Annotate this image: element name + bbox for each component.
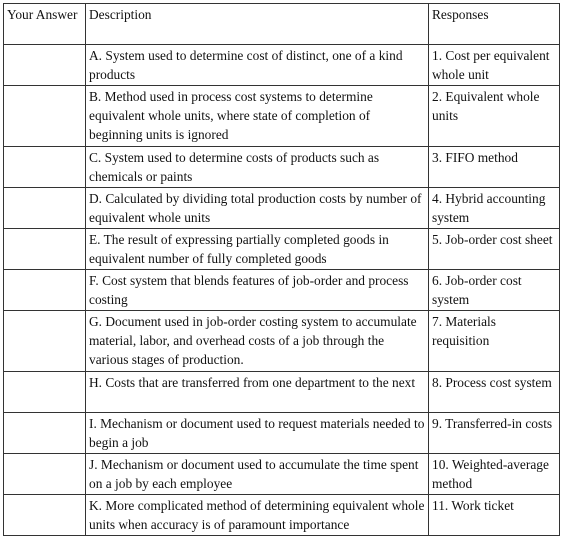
description-cell: J. Mechanism or document used to accumulate the time spent on a job by each employee: [86, 454, 429, 495]
answer-cell[interactable]: [4, 147, 86, 188]
answer-cell[interactable]: [4, 311, 86, 372]
table-row: [4, 495, 560, 536]
description-cell: B. Method used in process cost systems to determine equivalent whole units, where state of completion of beginning units is ignored: [86, 86, 429, 147]
response-cell: 1. Cost per equivalent whole unit: [429, 45, 560, 86]
response-cell: 2. Equivalent whole units: [429, 86, 560, 147]
answer-cell[interactable]: [4, 45, 86, 86]
description-cell: E. The result of expressing partially completed goods in equivalent number of fully completed goods: [86, 229, 429, 270]
response-cell: 9. Transferred-in costs: [429, 413, 560, 454]
header-your-answer: Your Answer: [4, 4, 86, 45]
answer-cell[interactable]: [4, 86, 86, 147]
table-row: [4, 229, 560, 270]
description-cell: F. Cost system that blends features of job-order and process costing: [86, 270, 429, 311]
description-cell: I. Mechanism or document used to request materials needed to begin a job: [86, 413, 429, 454]
response-cell: 4. Hybrid accounting system: [429, 188, 560, 229]
response-cell: 11. Work ticket: [429, 495, 560, 536]
table-row: [4, 45, 560, 86]
table-row: [4, 413, 560, 454]
answer-cell[interactable]: [4, 454, 86, 495]
response-cell: 7. Materials requisition: [429, 311, 560, 372]
answer-cell[interactable]: [4, 229, 86, 270]
response-cell: 3. FIFO method: [429, 147, 560, 188]
description-cell: K. More complicated method of determining equivalent whole units when accuracy is of paramount importance: [86, 495, 429, 536]
table-row: [4, 270, 560, 311]
description-cell: A. System used to determine cost of distinct, one of a kind products: [86, 45, 429, 86]
table-row: [4, 454, 560, 495]
header-responses: Responses: [429, 4, 560, 45]
description-cell: D. Calculated by dividing total production costs by number of equivalent whole units: [86, 188, 429, 229]
response-cell: 8. Process cost system: [429, 372, 560, 413]
response-cell: 5. Job-order cost sheet: [429, 229, 560, 270]
table-row: [4, 86, 560, 147]
matching-table: [3, 3, 560, 536]
table-row: [4, 311, 560, 372]
answer-cell[interactable]: [4, 188, 86, 229]
table-row: [4, 147, 560, 188]
description-cell: H. Costs that are transferred from one department to the next: [86, 372, 429, 413]
answer-cell[interactable]: [4, 495, 86, 536]
header-row: [4, 4, 560, 45]
table-row: [4, 372, 560, 413]
answer-cell[interactable]: [4, 372, 86, 413]
description-cell: G. Document used in job-order costing system to accumulate material, labor, and overhead costs of a job through the various stages of production.: [86, 311, 429, 372]
response-cell: 6. Job-order cost system: [429, 270, 560, 311]
header-description: Description: [86, 4, 429, 45]
description-cell: C. System used to determine costs of products such as chemicals or paints: [86, 147, 429, 188]
answer-cell[interactable]: [4, 270, 86, 311]
table-row: [4, 188, 560, 229]
answer-cell[interactable]: [4, 413, 86, 454]
response-cell: 10. Weighted-average method: [429, 454, 560, 495]
